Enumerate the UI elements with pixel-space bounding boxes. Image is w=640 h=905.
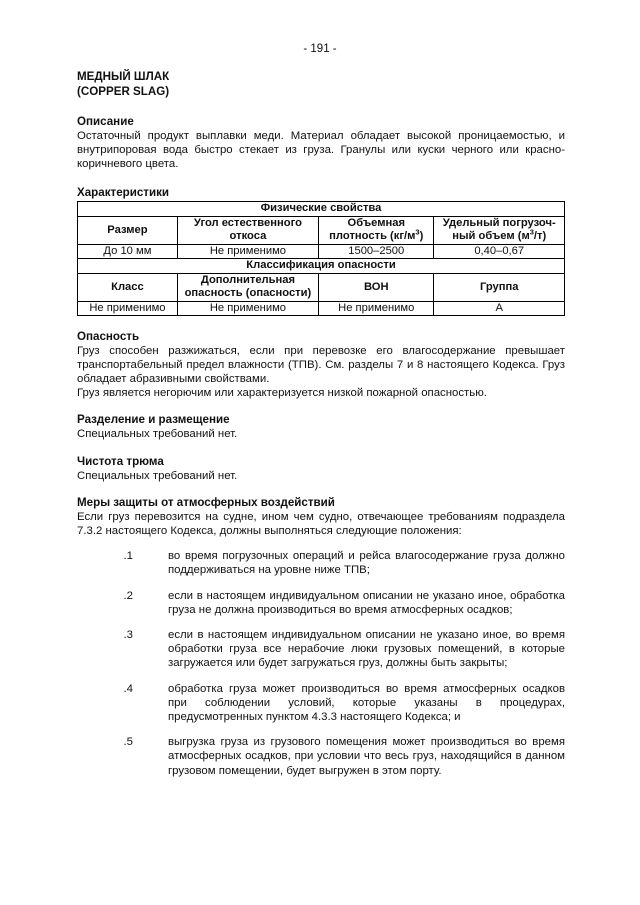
hazard-heading: Опасность (77, 329, 140, 343)
col-class: Класс (78, 273, 178, 301)
col-stowage-factor: Удельный погрузоч- ный объем $(м^3/т)$ (434, 216, 565, 244)
value-group: А (434, 301, 565, 315)
weather-precautions-intro: Если груз перевозится на судне, ином чем судно, отвечающее требованиям подраздела 7.3.2 настоящего Кодекса, должны выполняться следующие положения: (77, 510, 565, 538)
value-angle-of-repose: Не применимо (177, 244, 318, 258)
weather-precautions-heading: Меры защиты от атмосферных воздействий (77, 495, 335, 509)
description-text: Остаточный продукт выплавки меди. Материал обладает высокой проницаемостью, и внутрипоровая вода быстро стекает из груза. Гранулы или куски черного или красно-коричневого цвета. (77, 130, 565, 171)
value-bulk-density: 1500–2500 (319, 244, 434, 258)
col-mhb: ВОН (319, 273, 434, 301)
physical-properties-title: Физические свойства (78, 201, 565, 216)
col-subsidiary-hazard: Дополнительная опасность (опасности) (177, 273, 318, 301)
list-item (77, 628, 565, 671)
list-item (77, 549, 565, 577)
page-number: - 191 - (303, 43, 337, 55)
list-item-text: выгрузка груза из грузового помещения может производиться во время атмосферных осадков, при условии что весь груз, находящийся в данном грузовом помещении, будет выгружен в этом порту. (168, 736, 565, 777)
list-item (77, 682, 565, 725)
value-mhb: Не применимо (319, 301, 434, 315)
segregation-text: Специальных требований нет. (77, 428, 238, 441)
list-item-text: обработка груза может производиться во время атмосферных осадков при соблюдении условий, которые указаны в процедурах, предусмотренных пунктом 4.3.3 настоящего Кодекса; и (168, 682, 565, 724)
hazard-text: Груз способен разжижаться, если при перевозке его влагосодержание превышает транспортабельный предел влажности (ТПВ). См. разделы 7 и 8 настоящего Кодекса. Груз обладает абразивными свойствами. (77, 344, 565, 386)
cargo-title-english: (COPPER SLAG) (77, 84, 170, 98)
segregation-heading: Разделение и размещение (77, 413, 230, 427)
characteristics-table (77, 201, 565, 316)
value-class: Не применимо (78, 301, 178, 315)
description-heading: Описание (77, 115, 134, 128)
col-group: Группа (434, 273, 565, 301)
value-stowage-factor: 0,40–0,67 (434, 244, 565, 258)
hazard-text-combustibility: Груз является негорючим или характеризуется низкой пожарной опасностью. (77, 387, 487, 400)
value-size: До 10 мм (78, 244, 178, 258)
col-angle-of-repose: Угол естественного откоса (177, 216, 318, 244)
col-bulk-density: Объемная плотность $(кг/м^3)$ (319, 216, 434, 244)
col-size: Размер (78, 216, 178, 244)
hold-cleanliness-text: Специальных требований нет. (77, 469, 238, 482)
characteristics-heading: Характеристики (77, 185, 170, 199)
list-item-number: .4 (123, 682, 133, 695)
list-item-text: если в настоящем индивидуальном описании не указано иное, во время обработки груза все нерабочие люки грузовых помещений, в которые загружается или будет загружаться груз, должны быть закрыты; (168, 629, 565, 670)
document-body (77, 70, 565, 789)
list-item-text: если в настоящем индивидуальном описании не указано иное, обработка груза не должна производиться во время атмосферных осадков; (168, 589, 565, 616)
list-item-number: .3 (123, 629, 133, 642)
value-subsidiary-hazard: Не применимо (177, 301, 318, 315)
weather-precautions-list (77, 549, 565, 778)
list-item (77, 735, 565, 778)
list-item-number: .2 (123, 589, 133, 602)
list-item-number: .5 (123, 736, 133, 749)
list-item-number: .1 (123, 550, 133, 563)
hazard-classification-title: Классификация опасности (78, 258, 565, 273)
hold-cleanliness-heading: Чистота трюма (77, 454, 164, 468)
list-item (77, 589, 565, 617)
list-item-text: во время погрузочных операций и рейса влагосодержание груза должно поддерживаться на уровне ниже ТПВ; (168, 550, 565, 577)
cargo-title: МЕДНЫЙ ШЛАК (77, 70, 170, 83)
